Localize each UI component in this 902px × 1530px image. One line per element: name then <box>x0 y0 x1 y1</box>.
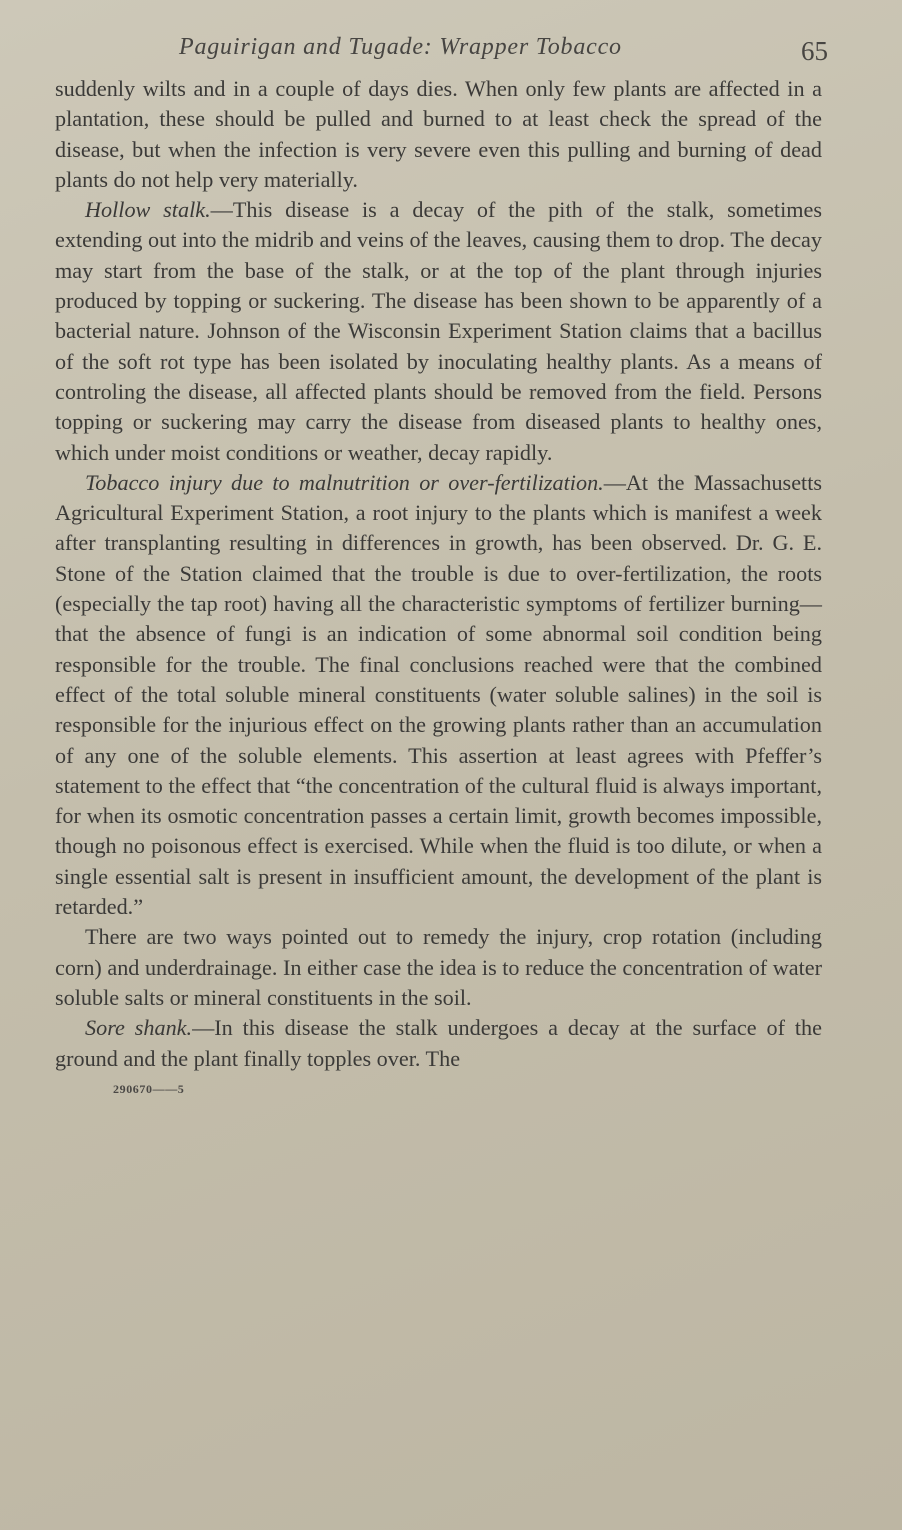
running-title: Paguirigan and Tugade: Wrapper Tobacco <box>179 34 622 60</box>
section-heading-hollow-stalk: Hollow stalk. <box>85 197 211 223</box>
paragraph-text: —At the Massachusetts Agricultural Experiment Station, a root injury to the plants which is manifest a week after transplanting resulting in differences in growth, has been observed. Dr. G. E. Stone of the Station claimed that the trouble is due to over-fertilization, the roots (especially the tap root) having all the characteristic symptoms of fertilizer burning—that the absence of fungi is an indication of some abnormal soil condition being responsible for the trouble. The final conclusions reached were that the combined effect of the total soluble mineral constituents (water soluble salines) in the soil is responsible for the injurious effect on the growing plants rather than an accumulation of any one of the soluble elements. This assertion at least agrees with Pfeffer’s statement to the effect that “the concentration of the cultural fluid is always important, for when its osmotic concentration passes a certain limit, growth becomes impossible, though no poisonous effect is exercised. While when the fluid is too dilute, or when a single essential salt is present in insufficient amount, the development of the plant is retarded.” <box>55 469 823 920</box>
paragraph-text: There are two ways pointed out to remedy the injury, crop rotation (including corn) and underdrainage. In either case the idea is to reduce the concentration of water soluble salts or mineral constituents in the soil. <box>55 924 822 1010</box>
paragraph-text: —In this disease the stalk undergoes a decay at the surface of the ground and the plant finally topples over. The <box>55 1015 822 1071</box>
paragraph-wilt-continuation <box>55 74 822 195</box>
page-number: 65 <box>801 36 828 66</box>
paragraph-text: suddenly wilts and in a couple of days dies. When only few plants are affected in a plantation, these should be pulled and burned to at least check the spread of the disease, but when the infection is very severe even this pulling and burning of dead plants do not help very materially. <box>55 76 822 192</box>
paragraph-text: —This disease is a decay of the pith of the stalk, sometimes extending out into the midrib and veins of the leaves, causing them to drop. The decay may start from the base of the stalk, or at the top of the plant through injuries produced by topping or suckering. The disease has been shown to be apparently of a bacterial nature. Johnson of the Wisconsin Experiment Station claims that a bacillus of the soft rot type has been isolated by inoculating healthy plants. As a means of controling the disease, all affected plants should be removed from the field. Persons topping or suckering may carry the disease from diseased plants to healthy ones, which under moist conditions or weather, decay rapidly. <box>55 197 822 465</box>
paragraph-sore-shank <box>55 1013 822 1074</box>
paragraph-hollow-stalk <box>55 195 822 468</box>
section-heading-sore-shank: Sore shank. <box>85 1015 193 1041</box>
section-heading-malnutrition: Tobacco injury due to malnutrition or over-fertilization. <box>85 469 604 495</box>
paragraph-remedy <box>55 922 822 1013</box>
printer-signature-mark: 290670——5 <box>113 1081 185 1096</box>
book-page <box>55 30 828 1097</box>
paragraph-malnutrition <box>55 468 822 922</box>
running-head <box>55 30 828 74</box>
